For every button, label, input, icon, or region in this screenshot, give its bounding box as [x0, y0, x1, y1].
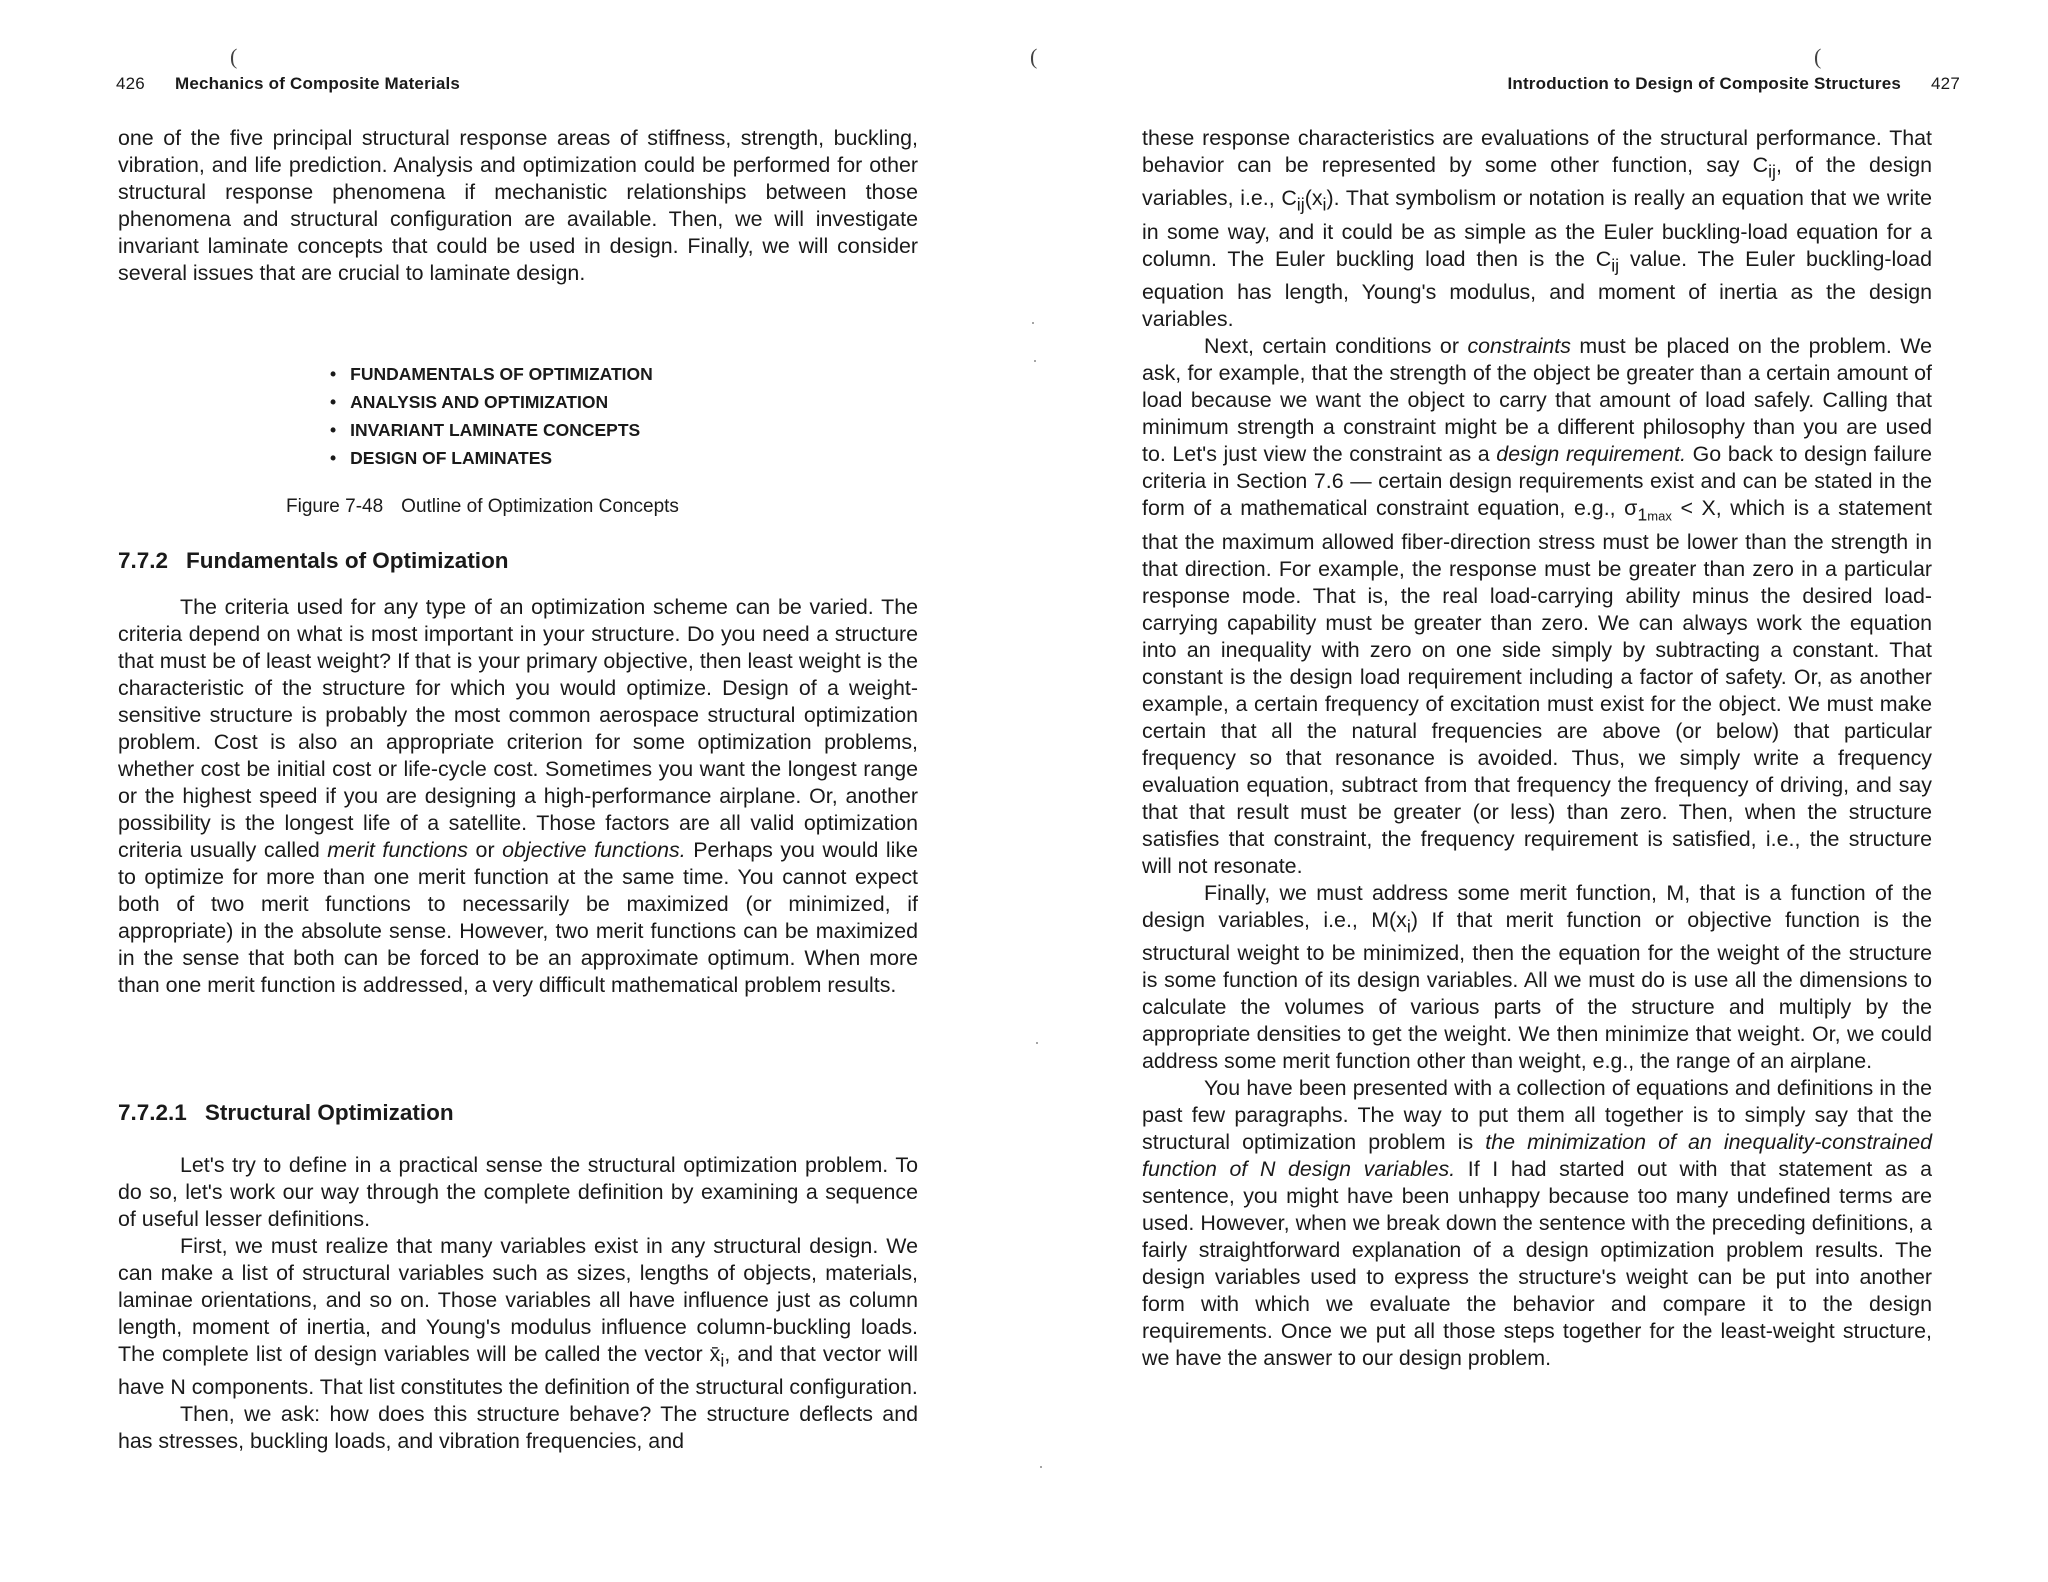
left-running-header [116, 74, 460, 94]
right-page-number: 427 [1931, 74, 1960, 93]
left-page-number: 426 [116, 74, 145, 93]
section-title: Fundamentals of Optimization [186, 548, 509, 573]
paragraph: First, we must realize that many variables exist in any structural design. We can make a list of structural variables such as sizes, lengths of objects, materials, laminae orientations, and so on. Those variables all have influence just as column length, moment of inertia, and Young's modulus influence column-buckling loads. The complete list of design variables will be called the vector $x̄_i$, and that vector will have N components. That list constitutes the definition of the structural configuration. [118, 1234, 918, 1400]
paragraph: You have been presented with a collection of equations and definitions in the past few paragraphs. The way to put them all together is to simply say that the structural optimization problem is the minimization of an inequality-constrained function of N design variables. If I had started out with that statement as a sentence, you might have been unhappy because too many undefined terms are used. However, when we break down the sentence with the preceding definitions, a fairly straightforward explanation of a design optimization problem results. The design variables used to express the structure's weight can be put into another form with which we evaluate the behavior and compare it to the design requirements. Once we put all those steps together for the least-weight structure, we have the answer to our design problem. [1142, 1076, 1933, 1371]
outline-item: • ANALYSIS AND OPTIMIZATION [330, 388, 653, 416]
margin-mark: ( [1814, 44, 1822, 69]
intro-text: one of the five principal structural response areas of stiffness, strength, buckling, vibration, and life prediction. Analysis and optimization could be performed for other structural response phenomena if mechanistic relationships between those phenomena and structural configuration are available. Then, we will investigate invariant laminate concepts that could be used in design. Finally, we will consider several issues that are crucial to laminate design. [118, 126, 918, 285]
figure-number: Figure 7-48 [286, 496, 384, 517]
section-number: 7.7.2.1 [118, 1100, 187, 1125]
section-heading-7-7-2-1 [118, 1100, 454, 1126]
paragraph: Then, we ask: how does this structure behave? The structure deflects and has stresses, buckling loads, and vibration frequencies, and [118, 1402, 918, 1454]
right-running-title: Introduction to Design of Composite Structures [1507, 74, 1902, 93]
optimization-outline-list [330, 360, 653, 472]
right-running-header [1507, 74, 1960, 94]
structural-optimization-text [118, 1152, 918, 1455]
fundamentals-text: The criteria used for any type of an optimization scheme can be varied. The criteria depend on what is most important in your structure. Do you need a structure that must be of least weight? If that is your primary objective, then least weight is the characteristic of the structure for which you would optimize. Design of a weight-sensitive structure is probably the most common aerospace structural optimization problem. Cost is also an appropriate criterion for some optimization problems, whether cost be initial cost or life-cycle cost. Sometimes you want the longest range or the highest speed if you are designing a high-performance airplane. Or, another possibility is the longest life of a satellite. Those factors are all valid optimization criteria usually called merit functions or objective functions. Perhaps you would like to optimize for more than one merit function at the same time. You cannot expect both of two merit functions to necessarily be maximized (or minimized, if appropriate) in the absolute sense. However, two merit functions can be maximized in the sense that both can be forced to be an approximate optimum. When more than one merit function is addressed, a very difficult mathematical problem results. [118, 595, 918, 997]
section-title: Structural Optimization [204, 1100, 454, 1125]
intro-paragraph [118, 125, 918, 287]
right-page [1024, 0, 2048, 1582]
margin-mark: ( [230, 44, 238, 69]
figure-caption-text: Outline of Optimization Concepts [401, 496, 679, 517]
paragraph: Next, certain conditions or constraints must be placed on the problem. We ask, for example, that the strength of the object be greater than a certain amount of load because we want the object to carry that amount of load safely. Calling that minimum strength a constraint might be a different philosophy than you are used to. Let's just view the constraint as a design requirement. Go back to design failure criteria in Section 7.6 — certain design requirements exist and can be stated in the form of a mathematical constraint equation, e.g., $\sigma_{1max} < X$, which is a statement that the maximum allowed fiber-direction stress must be lower than the strength in that direction. For example, the response must be greater than zero in a particular response mode. That is, the real load-carrying ability minus the desired load-carrying capability must be greater than zero. We can always work the equation into an inequality with zero on one side simply by subtracting a constant. That constant is the design load requirement including a factor of safety. Or, as another example, a certain frequency of excitation must exist for the object. We must make certain that all the natural frequencies are above (or below) that particular frequency so that resonance is avoided. Thus, we simply write a frequency evaluation equation, subtract from that frequency the frequency of driving, and say that that result must be greater (or less) than zero. Then, when the structure satisfies that constraint, the frequency requirement is satisfied, i.e., the structure will not resonate. [1142, 333, 1933, 879]
outline-item: • INVARIANT LAMINATE CONCEPTS [330, 416, 653, 444]
margin-mark: ( [1030, 44, 1038, 69]
left-running-title: Mechanics of Composite Materials [174, 74, 461, 93]
section-number: 7.7.2 [118, 548, 169, 573]
section-heading-7-7-2 [118, 548, 509, 574]
figure-caption [286, 496, 679, 518]
paragraph: Finally, we must address some merit function, M, that is a function of the design variables, i.e., $M(x_i)$ If that merit function or objective function is the structural weight to be minimized, then the equation for the weight of the structure is some function of its design variables. All we must do is use all the dimensions to calculate the volumes of various parts of the structure and multiply by the appropriate densities to get the weight. We then minimize that weight. Or, we could address some merit function other than weight, e.g., the range of an airplane. [1142, 881, 1932, 1074]
outline-item: • DESIGN OF LAMINATES [330, 444, 653, 472]
paragraph: Let's try to define in a practical sense the structural optimization problem. To do so, let's work our way through the complete definition by examining a sequence of useful lesser definitions. [118, 1153, 918, 1231]
right-body-text [1142, 125, 1932, 1372]
outline-item: • FUNDAMENTALS OF OPTIMIZATION [330, 360, 653, 388]
paragraph: these response characteristics are evaluations of the structural performance. That behavior can be represented by some other function, say $C_{ij}$, of the design variables, i.e., $C_{ij}(x_i)$. That symbolism or notation is really an equation that we write in some way, and it could be as simple as the Euler buckling-load equation for a column. The Euler buckling load then is the $C_{ij}$ value. The Euler buckling-load equation has length, Young's modulus, and moment of inertia as the design variables. [1142, 126, 1933, 331]
fundamentals-paragraph [118, 594, 918, 999]
